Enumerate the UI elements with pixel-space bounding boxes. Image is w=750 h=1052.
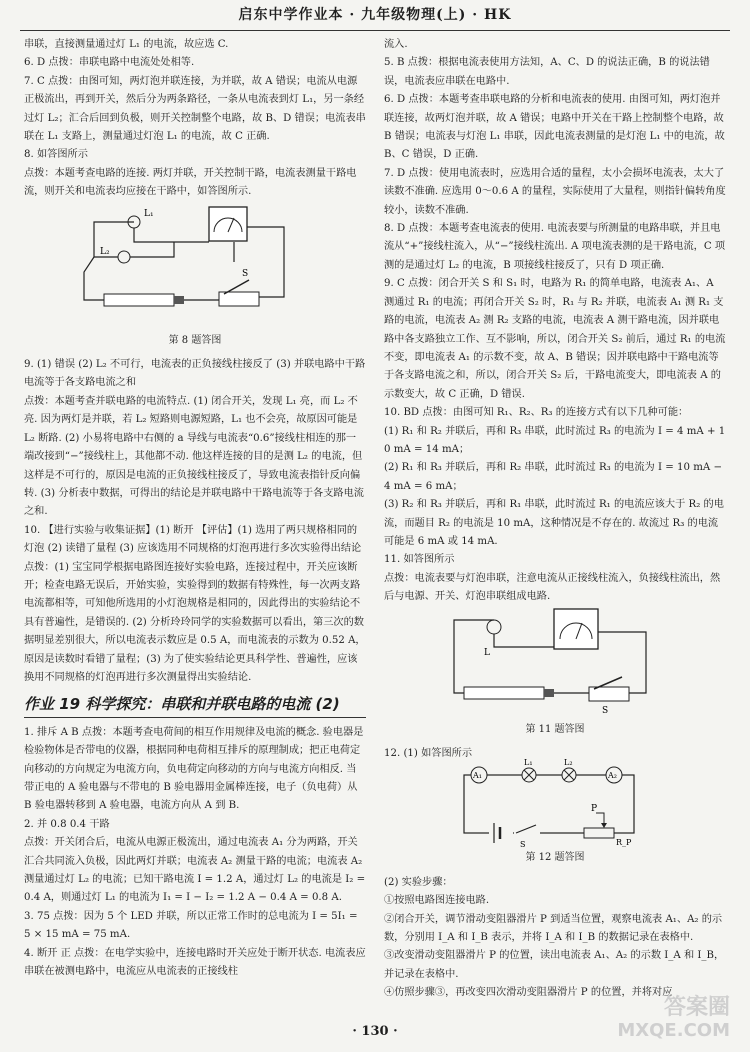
svg-text:P: P <box>591 804 598 815</box>
section-title: 作业 19 科学探究：串联和并联电路的电流 (2) <box>24 695 366 717</box>
circuit-diagram-8 <box>24 202 366 330</box>
svg-text:A₁: A₁ <box>473 771 482 781</box>
svg-text:L: L <box>484 647 490 658</box>
answer-text: 5. B 点拨：根据电流表使用方法知，A、C、D 的说法正确，B 的说法错误，电流表应串联在电路中. <box>384 57 710 87</box>
watermark: 答案圈 <box>663 995 730 1020</box>
circuit-diagram-11 <box>384 607 726 719</box>
answer-text: 2. 并 0.8 0.4 干路 <box>24 818 110 830</box>
figure-8 <box>24 202 366 330</box>
answer-text: (2) R₁ 和 R₃ 并联后，再和 R₂ 串联，此时流过 R₃ 的电流为 I = 10 mA − 4 mA = 6 mA； <box>384 462 722 492</box>
answer-text: 1. 排斥 A B 点拨：本题考查电荷间的相互作用规律及电流的概念. 验电器是检验物体是否带电的仪器，根据同种电荷相互排斥的原理制成；把正电荷定向移动的方向规定为电流方向，负电荷定向移动的方向与电流方向相反. 当带正电的 A 验电器与不带电的 B 验电器用金属棒连接，电子（负电荷）从 B 验电器转移到 A 验电器，电流方向从 A 到 B. <box>24 726 364 812</box>
answer-text: 点拨：开关闭合后，电流从电源正极流出，通过电流表 A₁ 分为两路，开关汇合共同流入负极，因此两灯并联；电流表 A₂ 测量干路的电流；电流表 A₂ 测量通过灯 L₂ 的电流；已知干路电流 I = 1.2 A，通过灯 L₂ 的电流是 I₂ = 0.4 A，则通过灯 L₁ 的电流为 I₁ = I − I₂ = 1.2 A − 0.4 A = 0.8 A. <box>24 837 366 904</box>
answer-text: 6. D 点拨：本题考查串联电路的分析和电流表的使用. 由图可知，两灯泡并联连接，故两灯泡并联，故 A 错误；电路中开关在干路上控制整个电路，故 B 错误；电流表与灯泡 L₁ 串联，因此电流表测量的是灯泡 L₁ 中的电流，故 B、C 错误，D 正确. <box>384 94 725 161</box>
answer-text: ①按照电路图连接电路. <box>384 895 490 907</box>
watermark-url: MXQE.COM <box>617 1020 730 1041</box>
ammeter-icon <box>554 609 598 649</box>
answer-text: (2) 实验步骤： <box>384 876 453 888</box>
svg-text:S: S <box>520 840 526 850</box>
answer-text: 4. 断开 正 点拨：在电学实验中，连接电路时开关应处于断开状态. 电流表应串联在被测电路中，电流应从电流表的正接线柱 <box>24 947 366 978</box>
circuit-diagram-12 <box>384 758 726 850</box>
answer-text: 10. BD 点拨：由图可知 R₁、R₂、R₃ 的连接方式有以下几种可能： <box>384 407 689 419</box>
answer-text: 7. C 点拨：由图可知，两灯泡并联连接，为并联，故 A 错误；电流从电源正极流出，再到开关，然后分为两条路径，一条从电流表到灯 L₁，另一条经过灯 L₂；汇合后回到负极，则开关控制整个电路，故 B、D 错误；电流表串联在 L₁ 支路上，测量通过灯泡 L₁ 的电流，故 C 正确. <box>24 75 366 143</box>
answer-text: ③改变滑动变阻器滑片 P 的位置，读出电流表 A₁、A₂ 的示数 I_A 和 I_B，并记录在表格中. <box>384 950 725 980</box>
answer-text: (3) R₂ 和 R₃ 并联后，再和 R₁ 串联，此时流过 R₁ 的电流应该大于 R₂ 的电流，而题目 R₂ 的电流是 10 mA，这种情况是不存在的. 故流过 R₃ 的电流可能是 6 mA 或 14 mA. <box>384 499 724 547</box>
answer-text: 点拨：本题考查电路的连接. 两灯并联，开关控制干路，电流表测量干路电流，则开关和电流表均应接在干路中，如答图所示. <box>24 167 357 198</box>
right-column <box>384 36 726 1003</box>
header-rule <box>20 30 730 31</box>
answer-text: 8. 如答图所示 <box>24 149 88 161</box>
svg-text:R_P: R_P <box>616 838 632 848</box>
answer-text: 流入. <box>384 39 408 50</box>
answer-text: 12. (1) 如答图所示 <box>384 748 473 759</box>
ammeter-icon <box>209 207 247 241</box>
page-number: · 130 · <box>352 1024 398 1039</box>
answer-text: 11. 如答图所示 <box>384 554 455 566</box>
figure-12 <box>384 758 726 850</box>
answer-text: 9. C 点拨：闭合开关 S 和 S₁ 时，电路为 R₁ 的简单电路，电流表 A₁、A 测通过 R₁ 的电流；再闭合开关 S₂ 时，R₁ 与 R₂ 并联，电流表 A₁ 测 R₁ 支路的电流，电流表 A₂ 测 R₂ 支路的电流，电流表 A 测干路电流，因并联电路中各支路独立工作、互不影响，所以，闭合开关 S₂ 前后，通过 R₁ 的电流不变，即电流表 A₁ 的示数不变，故 A、B 错误；因并联电路中干路电流等于各支路电流之和，所以，闭合开关 S₂ 后，干路电流变大，即电流表 A 的示数变大，故 C 正确，D 错误. <box>384 278 726 400</box>
svg-text:L₁: L₁ <box>524 758 533 768</box>
figure-caption: 第 11 题答图 <box>525 723 585 735</box>
running-header: 启东中学作业本 · 九年级物理(上) · HK <box>238 7 512 23</box>
left-column <box>24 36 366 981</box>
svg-text:L₂: L₂ <box>100 246 110 257</box>
svg-text:A₂: A₂ <box>608 771 617 781</box>
answer-text: 点拨：(1) 宝宝同学根据电路图连接好实验电路，连接过程中，开关应该断开；检查电路无误后，开始实验，实验得到的数据有特殊性，每一次两支路电流都相等，可知他所选用的小灯泡规格是相同的，因此得出的实验结论不具有普遍性，是错误的. (2) 分析玲玲同学的实验数据可以看出，第三次的数据明显差别很大，所以电流表示数应是 0.5 A，而电流表的示数为 0.52 A，原因是读数时看错了量程；(3) 为了使实验结论更具科学性、普遍性，应该换用不同规格的灯泡再进行多次测量得出实验结论. <box>24 561 366 683</box>
answer-text: 10. 【进行实验与收集证据】(1) 断开 【评估】(1) 选用了两只规格相同的灯泡 (2) 读错了量程 (3) 应该选用不同规格的灯泡再进行多次实验得出结论 <box>24 524 362 555</box>
battery-icon <box>464 687 544 699</box>
answer-text: 3. 75 点拨：因为 5 个 LED 并联，所以正常工作时的总电流为 I = 5I₁ = 5 × 15 mA = 75 mA. <box>24 910 358 941</box>
answer-text: ②闭合开关，调节滑动变阻器滑片 P 到适当位置，观察电流表 A₁、A₂ 的示数，分别用 I_A 和 I_B 表示，并将 I_A 和 I_B 的数据记录在表格中. <box>384 913 723 944</box>
rheostat-icon <box>584 828 614 838</box>
figure-caption: 第 8 题答图 <box>168 334 222 346</box>
answer-text: 7. D 点拨：使用电流表时，应选用合适的量程，太小会损坏电流表，太大了读数不准确. 应选用 0～0.6 A 的量程，实际使用了大量程，则指针偏转角度较小，读数不准确. <box>384 167 726 216</box>
answer-text: (1) R₁ 和 R₂ 并联后，再和 R₃ 串联，此时流过 R₃ 的电流为 I = 4 mA + 10 mA = 14 mA； <box>384 425 726 455</box>
answer-text: 点拨：本题考查并联电路的电流特点. (1) 闭合开关，发现 L₁ 亮，而 L₂ 不亮. 因为两灯是并联，若 L₂ 短路则电源短路，L₁ 也不会亮，故原因可能是 L₂ 断路. (2) 小易将电路中右侧的 a 导线与电流表“0.6”接线柱相连的那一端改接到“−”接线柱上，其他都不动. 他这样连接的目的是测 L₂ 的电流，但这样是不可行的，原因是电流的正负接线柱接反了，导致电流表指针反向偏转. (3) 分析表中数据，可得出的结论是并联电路中干路电流等于各支路电流之和. <box>24 395 364 518</box>
battery-icon <box>104 294 174 306</box>
figure-caption: 第 12 题答图 <box>525 852 585 864</box>
answer-text: 点拨：电流表要与灯泡串联，注意电流从正接线柱流入，负接线柱流出，然后与电源、开关、灯泡串联组成电路. <box>384 572 721 603</box>
answer-text: 串联，直接测量通过灯 L₁ 的电流，故应选 C. <box>24 39 229 50</box>
svg-text:L₂: L₂ <box>564 758 573 768</box>
answer-text: ④仿照步骤③，再改变四次滑动变阻器滑片 P 的位置，并将对应 <box>384 987 673 999</box>
svg-text:L₁: L₁ <box>144 208 154 219</box>
answer-text: 6. D 点拨：串联电路中电流处处相等. <box>24 57 195 69</box>
figure-11 <box>384 607 726 719</box>
answer-text: 9. (1) 错误 (2) L₂ 不可行，电流表的正负接线柱接反了 (3) 并联电路中干路电流等于各支路电流之和 <box>24 359 366 389</box>
svg-text:S: S <box>242 268 249 279</box>
answer-text: 8. D 点拨：本题考查电流表的使用. 电流表要与所测量的电路串联，并且电流从“+”接线柱流入，从“−”接线柱流出. A 项电流表测的是干路电流，C 项测的是通过灯 L₂ 的电流，B 项接线柱接反了，只有 D 项正确. <box>384 223 726 271</box>
svg-text:S: S <box>602 705 609 716</box>
